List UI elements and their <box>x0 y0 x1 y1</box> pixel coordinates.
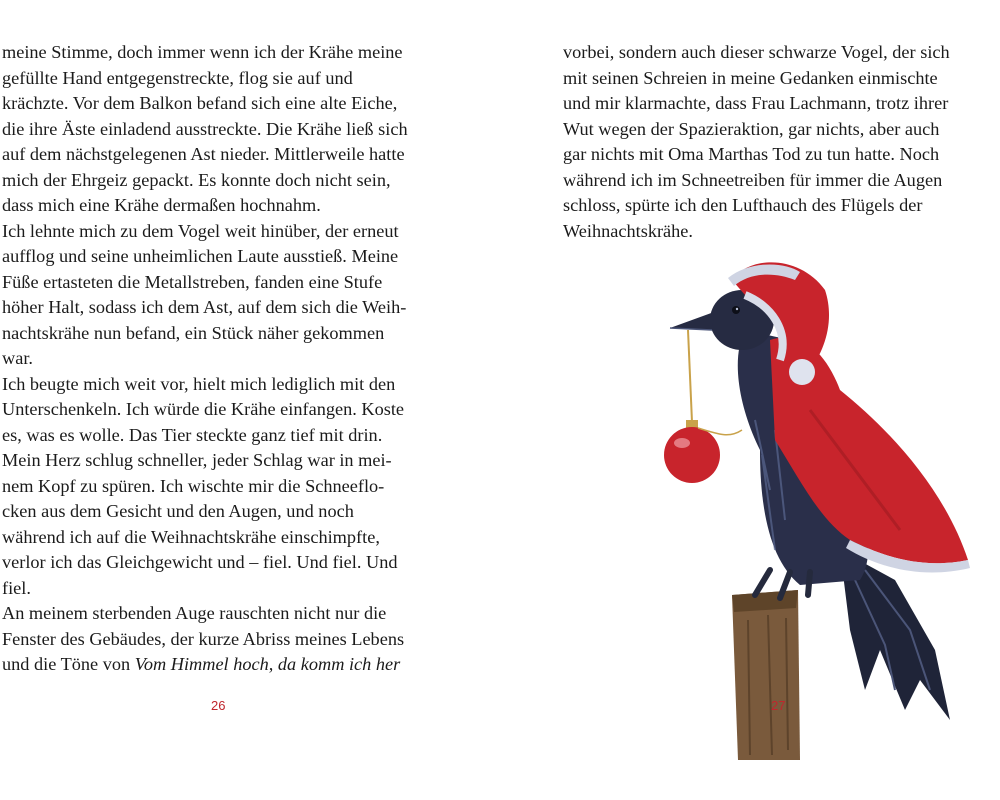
text-line: und mir klarmachte, dass Frau Lachmann, trotz ihrer <box>563 93 949 113</box>
text-line: höher Halt, sodass ich dem Ast, auf dem sich die Weih- <box>2 297 407 317</box>
text-line: Ich beugte mich weit vor, hielt mich lediglich mit den <box>2 373 396 394</box>
text-line: war. <box>2 348 33 368</box>
page-number-right: 27 <box>771 698 786 713</box>
left-page-text <box>2 40 436 678</box>
song-title: Vom Himmel hoch, da komm ich her <box>134 654 401 674</box>
eye-icon <box>732 306 740 314</box>
text-line: Ich lehnte mich zu dem Vogel weit hinüber, der erneut <box>2 220 399 241</box>
pompom <box>789 359 815 385</box>
right-page-text <box>563 40 997 244</box>
text-line: nem Kopf zu spüren. Ich wischte mir die Schneeflo- <box>2 475 385 496</box>
text-line: dass mich eine Krähe dermaßen hochnahm. <box>2 195 321 215</box>
text-line: Unterschenkeln. Ich würde die Krähe einfangen. Koste <box>2 399 405 419</box>
text-line: Füße ertasteten die Metallstreben, fanden eine Stufe <box>2 271 383 292</box>
text-line: An meinem sterbenden Auge rauschten nicht nur die <box>2 603 387 623</box>
text-line-last <box>2 652 436 678</box>
text-line: meine Stimme, doch immer wenn ich der Krähe meine <box>2 42 403 62</box>
text-line: vorbei, sondern auch dieser schwarze Vogel, der sich <box>563 42 950 62</box>
text-line: cken aus dem Gesicht und den Augen, und noch <box>2 501 354 521</box>
crow-illustration <box>650 250 1000 760</box>
text-line: gar nichts mit Oma Marthas Tod zu tun hatte. Noch <box>563 144 940 164</box>
text-line: auf dem nächstgelegenen Ast nieder. Mittlerweile hatte <box>2 144 405 164</box>
text-line: krächzte. Vor dem Balkon befand sich eine alte Eiche, <box>2 93 398 113</box>
right-page <box>500 0 1000 800</box>
text-line: während ich auf die Weihnachtskrähe einschimpfte, <box>2 526 380 547</box>
text-line: Fenster des Gebäudes, der kurze Abriss meines Lebens <box>2 628 405 649</box>
text-line: während ich im Schneetreiben für immer die Augen <box>563 169 943 190</box>
text-line: fiel. <box>2 577 31 598</box>
text-line: mich der Ehrgeiz gepackt. Es konnte doch nicht sein, <box>2 169 391 190</box>
text-line: Wut wegen der Spazieraktion, gar nichts, aber auch <box>563 118 940 139</box>
christmas-bauble <box>664 330 742 483</box>
text-line: Weihnachtskrähe. <box>563 220 693 241</box>
text-line: schloss, spürte ich den Lufthauch des Flügels der <box>563 195 923 215</box>
text-line: die ihre Äste einladend ausstreckte. Die Krähe ließ sich <box>2 118 408 139</box>
page-number-left: 26 <box>211 698 226 713</box>
text-line: nachtskrähe nun befand, ein Stück näher gekommen <box>2 322 385 343</box>
text-line: mit seinen Schreien in meine Gedanken einmischte <box>563 67 938 88</box>
wooden-post <box>732 590 800 760</box>
text-line: gefüllte Hand entgegenstreckte, flog sie auf und <box>2 67 353 88</box>
text-line: aufflog und seine unheimlichen Laute ausstieß. Meine <box>2 246 399 266</box>
text-line: Mein Herz schlug schneller, jeder Schlag war in mei- <box>2 450 392 470</box>
text-span: und die Töne von <box>2 654 135 674</box>
text-line: verlor ich das Gleichgewicht und – fiel. Und fiel. Und <box>2 552 398 572</box>
text-line: es, was es wolle. Das Tier steckte ganz tief mit drin. <box>2 424 383 445</box>
